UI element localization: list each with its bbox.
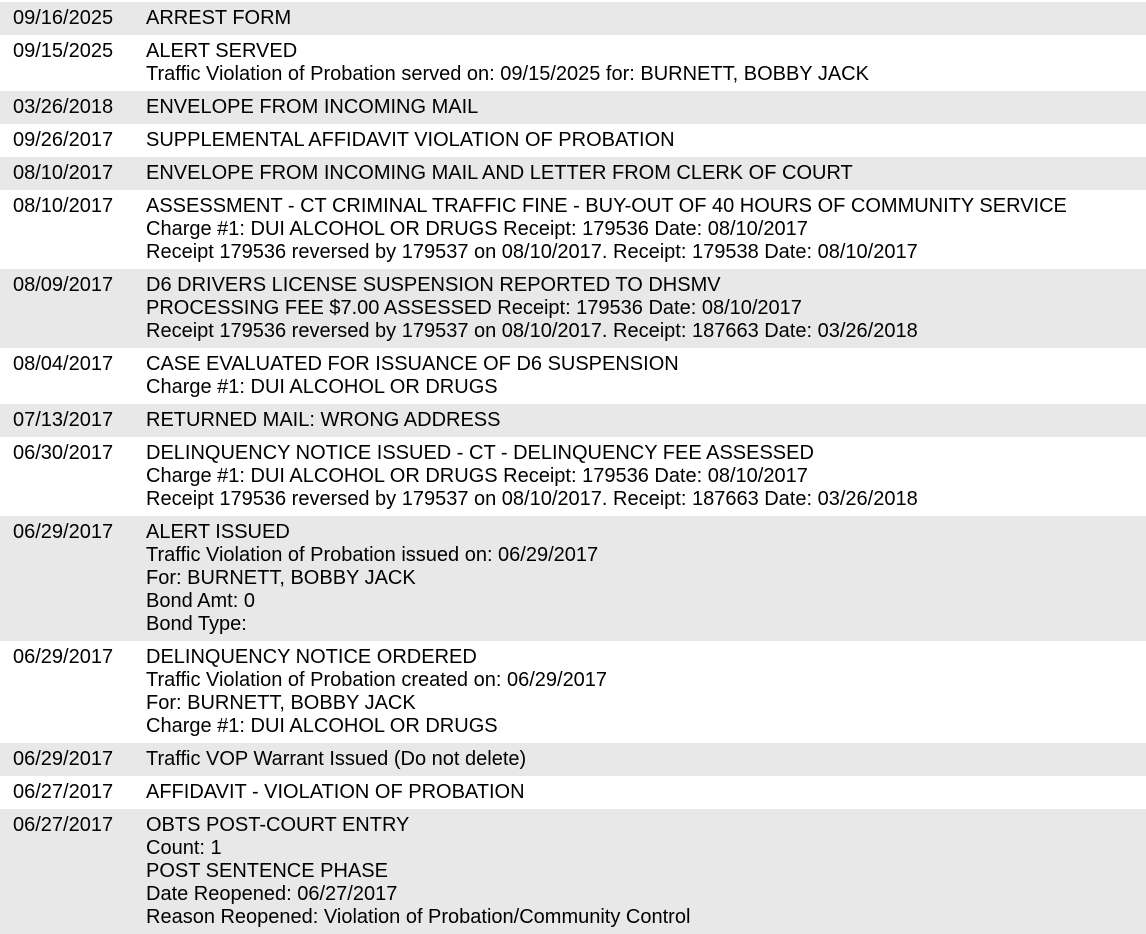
docket-entry-detail: Bond Amt: 0 [146,590,255,612]
docket-entry-title: CASE EVALUATED FOR ISSUANCE OF D6 SUSPENSION [146,353,679,375]
docket-entry-detail: Reason Reopened: Violation of Probation/Community Control [146,906,691,928]
docket-entry-detail: Receipt 179536 reversed by 179537 on 08/10/2017. Receipt: 179538 Date: 08/10/2017 [146,241,918,263]
docket-row [0,641,1146,743]
docket-entry-detail: Charge #1: DUI ALCOHOL OR DRUGS [146,715,498,737]
docket-entry-detail: Receipt 179536 reversed by 179537 on 08/10/2017. Receipt: 187663 Date: 03/26/2018 [146,320,918,342]
docket-row [0,404,1146,437]
docket-entry-detail: Date Reopened: 06/27/2017 [146,883,398,905]
docket-row-description [146,7,1146,30]
docket-row [0,124,1146,157]
docket-row [0,91,1146,124]
docket-row [0,348,1146,404]
docket-entry-detail: For: BURNETT, BOBBY JACK [146,692,416,714]
docket-row [0,437,1146,516]
docket-row-description [146,40,1146,86]
docket-row-description [146,96,1146,119]
docket-row-date: 09/26/2017 [13,129,114,151]
docket-entry-title: DELINQUENCY NOTICE ISSUED - CT - DELINQUENCY FEE ASSESSED [146,442,814,464]
docket-row-date: 06/30/2017 [13,442,114,464]
docket-entry-title: ENVELOPE FROM INCOMING MAIL AND LETTER FROM CLERK OF COURT [146,162,853,184]
docket-entry-title: OBTS POST-COURT ENTRY [146,814,410,836]
docket-row-date: 08/10/2017 [13,195,114,217]
docket-row-date: 09/15/2025 [13,40,114,62]
docket-row [0,809,1146,934]
docket-row-description [146,274,1146,343]
docket-row-description [146,442,1146,511]
docket-row [0,516,1146,641]
docket-row-description [146,129,1146,152]
docket-row [0,157,1146,190]
docket-entry-detail: Count: 1 [146,837,222,859]
docket-entry-title: ALERT ISSUED [146,521,290,543]
docket-entry-title: ALERT SERVED [146,40,298,62]
docket-row-description [146,521,1146,636]
docket-entry-title: AFFIDAVIT - VIOLATION OF PROBATION [146,781,525,803]
docket-entry-title: Traffic VOP Warrant Issued (Do not delete) [146,748,527,770]
docket-row-date: 07/13/2017 [13,409,114,431]
docket-row-date: 06/29/2017 [13,521,114,543]
docket-row [0,743,1146,776]
docket-row-description [146,195,1146,264]
docket-entry-title: ENVELOPE FROM INCOMING MAIL [146,96,479,118]
docket-row [0,2,1146,35]
docket-entry-detail: Bond Type: [146,613,247,635]
docket-entry-detail: Charge #1: DUI ALCOHOL OR DRUGS Receipt: 179536 Date: 08/10/2017 [146,465,808,487]
docket-row [0,190,1146,269]
docket-row-date: 09/16/2025 [13,7,114,29]
docket-entry-detail: Traffic Violation of Probation served on: 09/15/2025 for: BURNETT, BOBBY JACK [146,63,869,85]
docket-entry-title: DELINQUENCY NOTICE ORDERED [146,646,477,668]
docket-row [0,35,1146,91]
docket-entry-title: SUPPLEMENTAL AFFIDAVIT VIOLATION OF PROBATION [146,129,675,151]
docket-row-description [146,814,1146,929]
docket-entry-title: D6 DRIVERS LICENSE SUSPENSION REPORTED TO DHSMV [146,274,721,296]
docket-row-date: 08/04/2017 [13,353,114,375]
docket-entry-detail: POST SENTENCE PHASE [146,860,388,882]
docket-entry-detail: Charge #1: DUI ALCOHOL OR DRUGS [146,376,498,398]
docket-entry-detail: Traffic Violation of Probation issued on: 06/29/2017 [146,544,599,566]
docket-row [0,776,1146,809]
docket-row-date: 03/26/2018 [13,96,114,118]
docket-entry-detail: Receipt 179536 reversed by 179537 on 08/10/2017. Receipt: 187663 Date: 03/26/2018 [146,488,918,510]
docket-row-date: 06/27/2017 [13,814,114,836]
docket-row-description [146,646,1146,738]
docket-entry-detail: Traffic Violation of Probation created on: 06/29/2017 [146,669,608,691]
docket-row [0,269,1146,348]
docket-row-date: 08/09/2017 [13,274,114,296]
docket-entry-title: ASSESSMENT - CT CRIMINAL TRAFFIC FINE - BUY-OUT OF 40 HOURS OF COMMUNITY SERVICE [146,195,1067,217]
docket-row-date: 06/29/2017 [13,646,114,668]
docket-row-date: 06/29/2017 [13,748,114,770]
docket-entry-detail: For: BURNETT, BOBBY JACK [146,567,416,589]
docket-row-date: 06/27/2017 [13,781,114,803]
docket-entry-detail: PROCESSING FEE $7.00 ASSESSED Receipt: 179536 Date: 08/10/2017 [146,297,802,319]
docket-row-description [146,409,1146,432]
docket-entry-title: ARREST FORM [146,7,292,29]
docket-row-description [146,353,1146,399]
docket-row-description [146,162,1146,185]
docket-row-description [146,781,1146,804]
docket-entry-detail: Charge #1: DUI ALCOHOL OR DRUGS Receipt: 179536 Date: 08/10/2017 [146,218,808,240]
docket-row-description [146,748,1146,771]
docket-row-date: 08/10/2017 [13,162,114,184]
docket-entry-title: RETURNED MAIL: WRONG ADDRESS [146,409,501,431]
